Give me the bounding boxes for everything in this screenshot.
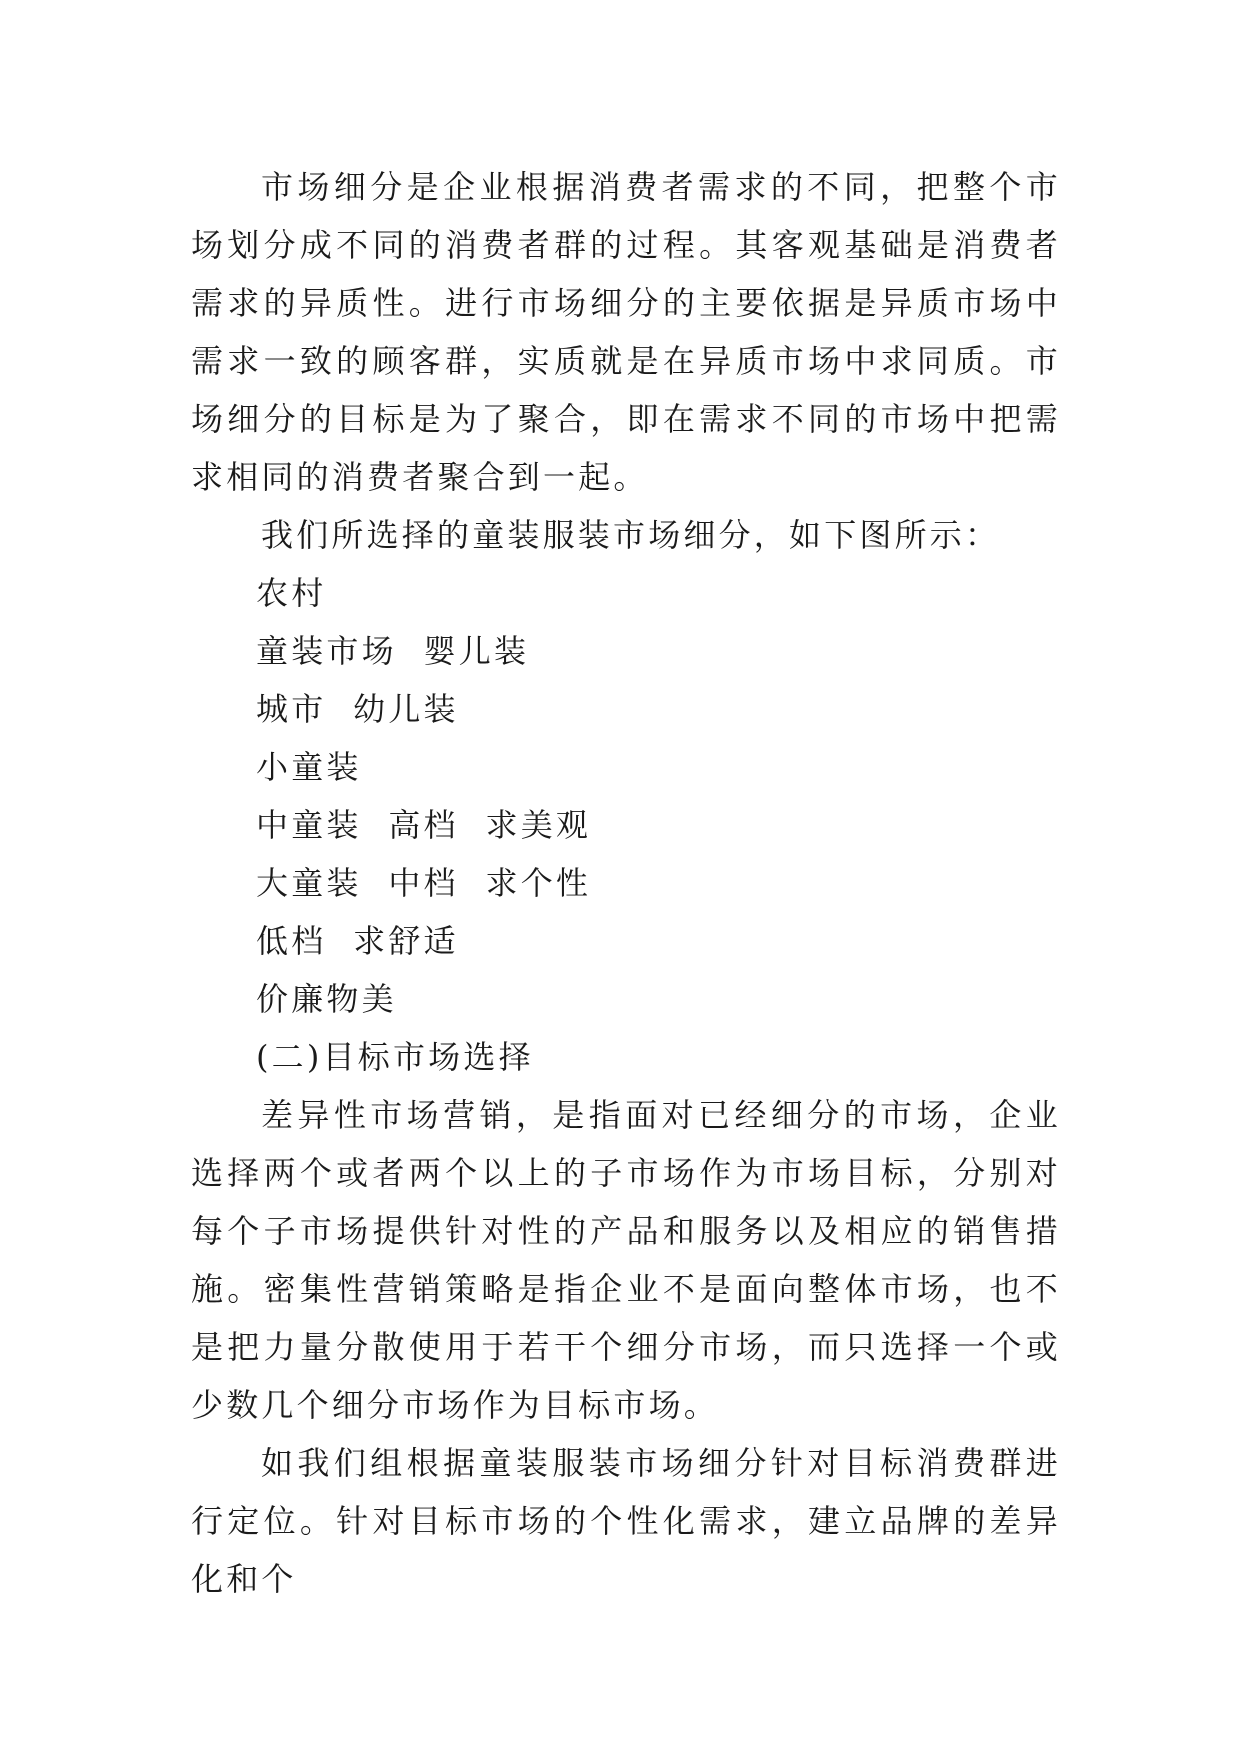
diagram-line: 城市 幼儿装 [256,690,459,728]
segmentation-diagram-text [191,564,1061,1028]
document-body [191,158,1061,1608]
diagram-line: 中童装 高档 求美观 [256,806,592,844]
diagram-line: 价廉物美 [256,980,397,1018]
section-heading: (二)目标市场选择 [256,1038,534,1076]
diagram-line: 小童装 [256,748,362,786]
diagram-line: 低档 求舒适 [256,922,459,960]
paragraph-differentiated-marketing: 差异性市场营销，是指面对已经细分的市场，企业选择两个或者两个以上的子市场作为市场目标，分别对每个子市场提供针对性的产品和服务以及相应的销售措施。密集性营销策略是指企业不是面向整体市场，也不是把力量分散使用于若干个细分市场，而只选择一个或少数几个细分市场作为目标市场。 [191,1096,1061,1424]
diagram-line: 农村 [256,574,327,612]
paragraph-positioning: 如我们组根据童装服装市场细分针对目标消费群进行定位。针对目标市场的个性化需求，建立品牌的差异化和个 [191,1444,1061,1598]
diagram-line: 童装市场 婴儿装 [256,632,530,670]
diagram-line: 大童装 中档 求个性 [256,864,592,902]
paragraph-market-segmentation: 市场细分是企业根据消费者需求的不同，把整个市场划分成不同的消费者群的过程。其客观基础是消费者需求的异质性。进行市场细分的主要依据是异质市场中需求一致的顾客群，实质就是在异质市场中求同质。市场细分的目标是为了聚合，即在需求不同的市场中把需求相同的消费者聚合到一起。 [191,168,1061,496]
paragraph-segmentation-intro: 我们所选择的童装服装市场细分，如下图所示： [261,516,1001,554]
